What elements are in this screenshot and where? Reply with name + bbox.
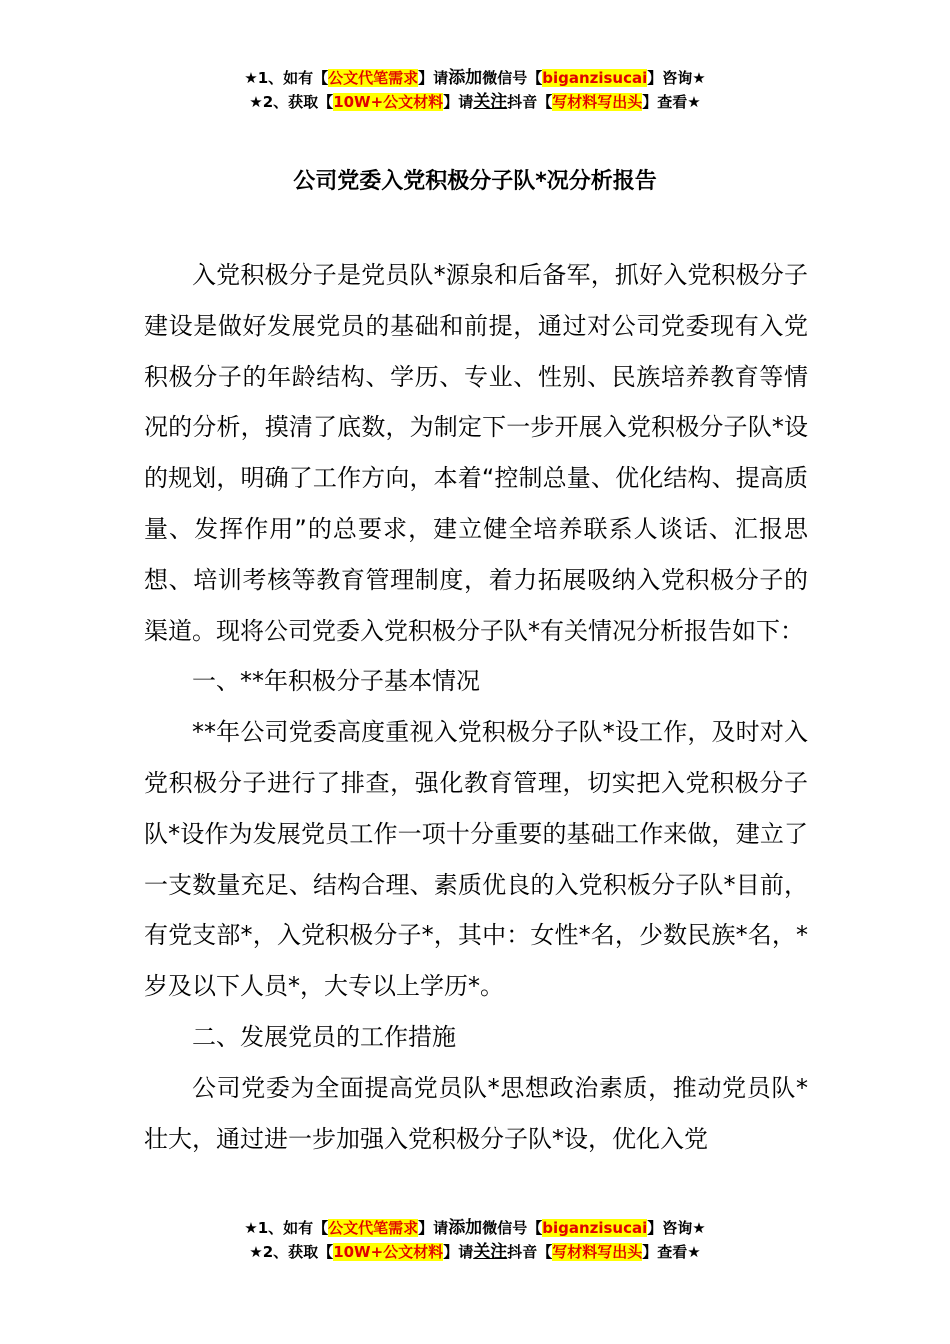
highlight-materials: 10W+公文材料 (333, 1243, 444, 1261)
notice-line-2: ★2、获取【10W+公文材料】请关注抖音【写材料写出头】查看★ (249, 92, 701, 112)
header-notice (0, 66, 950, 114)
highlight-ghostwriting: 公文代笔需求 (328, 69, 419, 87)
highlight-wechat-id: biganzisucai (542, 69, 648, 87)
heading-section-1: 一、**年积极分子基本情况 (192, 667, 480, 696)
highlight-ghostwriting: 公文代笔需求 (328, 1219, 419, 1237)
notice-line-2: ★2、获取【10W+公文材料】请关注抖音【写材料写出头】查看★ (249, 1242, 701, 1262)
document-title: 公司党委入党积极分子队*况分析报告 (293, 169, 657, 194)
heading-section-2: 二、发展党员的工作措施 (192, 1022, 456, 1051)
footer-notice (0, 1216, 950, 1264)
paragraph-section-1: **年公司党委高度重视入党积极分子队*设工作，及时对入党积极分子进行了排查，强化教育管理，切实把入党积极分子队*设作为发展党员工作一项十分重要的基础工作来做，建立了一支数量充足、结构合理、素质优良的入党积板分子队*目前，有党支部*，入党积极分子*，其中：女性*名，少数民族*名，*岁及以下人员*，大专以上学历*。 (144, 718, 808, 1001)
highlight-douyin: 写材料写出头 (552, 93, 643, 111)
notice-line-1: ★1、如有【公文代笔需求】请添加微信号【biganzisucai】咨询★ (244, 68, 706, 88)
document-body (144, 250, 808, 1164)
paragraph-intro: 入党积极分子是党员队*源泉和后备军，抓好入党积极分子建设是做好发展党员的基础和前提，通过对公司党委现有入党积极分子的年龄结构、学历、专业、性别、民族培养教育等情况的分析，摸清了底数，为制定下一步开展入党积极分子队*设的规划，明确了工作方向，本着“控制总量、优化结构、提高质量、发挥作用”的总要求，建立健全培养联系人谈话、汇报思想、培训考核等教育管理制度，着力拓展吸纳入党积极分子的渠道。现将公司党委入党积极分子队*有关情况分析报告如下： (144, 261, 808, 645)
paragraph-section-2: 公司党委为全面提高党员队*思想政治素质，推动党员队*壮大，通过进一步加强入党积极分子队*设，优化入党 (144, 1073, 808, 1153)
highlight-douyin: 写材料写出头 (552, 1243, 643, 1261)
notice-line-1: ★1、如有【公文代笔需求】请添加微信号【biganzisucai】咨询★ (244, 1218, 706, 1238)
highlight-wechat-id: biganzisucai (542, 1219, 648, 1237)
highlight-materials: 10W+公文材料 (333, 93, 444, 111)
